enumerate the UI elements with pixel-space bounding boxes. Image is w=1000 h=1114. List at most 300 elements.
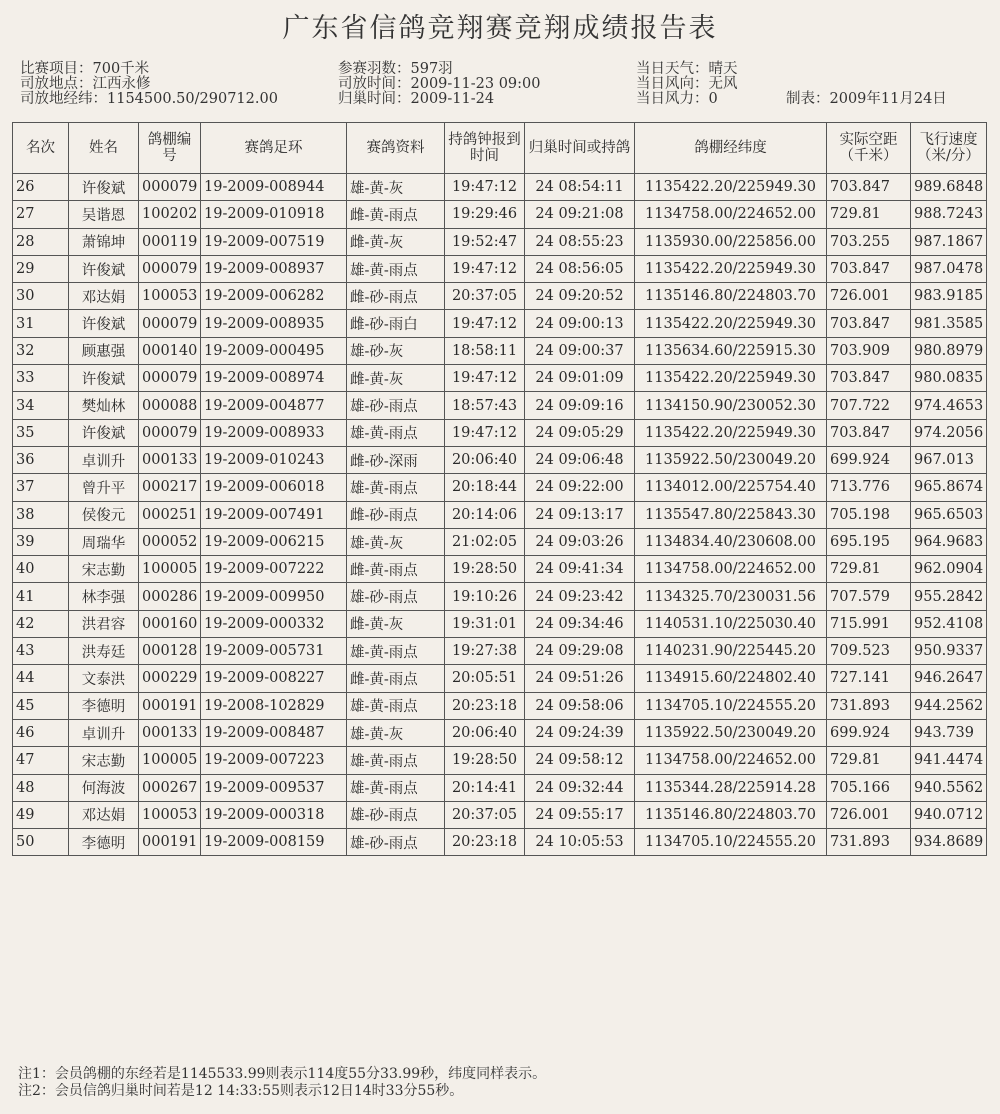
cell-clock-time: 19:27:38 (445, 638, 525, 665)
cell-rank: 32 (13, 337, 69, 364)
cell-arrival-time: 24 09:20:52 (525, 283, 635, 310)
cell-loft-id: 100005 (139, 556, 201, 583)
cell-ring: 19-2009-007491 (201, 501, 347, 528)
footnote-2: 注2：会员信鸽归巢时间若是12 14:33:55则表示12日14时33分55秒。 (18, 1083, 464, 1099)
table-row (13, 774, 987, 801)
cell-ring: 19-2009-008933 (201, 419, 347, 446)
cell-arrival-time: 24 09:58:12 (525, 747, 635, 774)
cell-loft-id: 000133 (139, 719, 201, 746)
cell-loft-id: 000191 (139, 829, 201, 856)
cell-loft-id: 000191 (139, 692, 201, 719)
cell-bird-info: 雌-黄-雨点 (347, 665, 445, 692)
cell-rank: 48 (13, 774, 69, 801)
cell-name: 侯俊元 (69, 501, 139, 528)
cell-name: 何海波 (69, 774, 139, 801)
cell-clock-time: 21:02:05 (445, 528, 525, 555)
cell-speed: 950.9337 (911, 638, 987, 665)
cell-rank: 46 (13, 719, 69, 746)
cell-rank: 27 (13, 201, 69, 228)
cell-name: 曾升平 (69, 474, 139, 501)
cell-name: 李德明 (69, 829, 139, 856)
cell-loft-coordinates: 1140531.10/225030.40 (635, 610, 827, 637)
cell-name: 宋志勤 (69, 556, 139, 583)
cell-ring: 19-2009-008935 (201, 310, 347, 337)
cell-loft-coordinates: 1134758.00/224652.00 (635, 747, 827, 774)
cell-loft-id: 000079 (139, 255, 201, 282)
cell-arrival-time: 24 09:29:08 (525, 638, 635, 665)
cell-name: 林李强 (69, 583, 139, 610)
cell-rank: 34 (13, 392, 69, 419)
cell-loft-coordinates: 1135422.20/225949.30 (635, 365, 827, 392)
cell-rank: 35 (13, 419, 69, 446)
cell-loft-coordinates: 1135344.28/225914.28 (635, 774, 827, 801)
cell-speed: 964.9683 (911, 528, 987, 555)
cell-distance: 703.847 (827, 310, 911, 337)
table-row (13, 829, 987, 856)
cell-name: 邓达娟 (69, 801, 139, 828)
cell-loft-id: 000079 (139, 174, 201, 201)
cell-loft-id: 000229 (139, 665, 201, 692)
cell-rank: 31 (13, 310, 69, 337)
meta-column-2 (338, 62, 541, 107)
cell-name: 洪寿廷 (69, 638, 139, 665)
cell-speed: 944.2562 (911, 692, 987, 719)
cell-loft-id: 000217 (139, 474, 201, 501)
cell-name: 樊灿林 (69, 392, 139, 419)
cell-distance: 699.924 (827, 446, 911, 473)
cell-speed: 983.9185 (911, 283, 987, 310)
cell-speed: 940.0712 (911, 801, 987, 828)
cell-name: 顾惠强 (69, 337, 139, 364)
cell-arrival-time: 24 09:01:09 (525, 365, 635, 392)
cell-distance: 713.776 (827, 474, 911, 501)
cell-clock-time: 19:31:01 (445, 610, 525, 637)
header-ring: 赛鸽足环 (201, 123, 347, 174)
cell-rank: 40 (13, 556, 69, 583)
header-loft-id: 鸽棚编号 (139, 123, 201, 174)
cell-arrival-time: 24 09:55:17 (525, 801, 635, 828)
cell-distance: 729.81 (827, 556, 911, 583)
cell-distance: 729.81 (827, 201, 911, 228)
cell-arrival-time: 24 08:54:11 (525, 174, 635, 201)
cell-arrival-time: 24 08:56:05 (525, 255, 635, 282)
cell-rank: 42 (13, 610, 69, 637)
cell-loft-coordinates: 1135922.50/230049.20 (635, 719, 827, 746)
cell-ring: 19-2009-007223 (201, 747, 347, 774)
cell-name: 卓训升 (69, 719, 139, 746)
cell-bird-info: 雌-砂-深雨 (347, 446, 445, 473)
cell-clock-time: 20:23:18 (445, 829, 525, 856)
cell-loft-id: 000079 (139, 419, 201, 446)
cell-loft-id: 100202 (139, 201, 201, 228)
cell-arrival-time: 24 09:05:29 (525, 419, 635, 446)
cell-ring: 19-2009-008937 (201, 255, 347, 282)
table-row (13, 719, 987, 746)
cell-distance: 695.195 (827, 528, 911, 555)
cell-bird-info: 雌-黄-灰 (347, 365, 445, 392)
cell-loft-coordinates: 1135547.80/225843.30 (635, 501, 827, 528)
cell-speed: 941.4474 (911, 747, 987, 774)
cell-loft-id: 000119 (139, 228, 201, 255)
cell-speed: 955.2842 (911, 583, 987, 610)
cell-name: 许俊斌 (69, 255, 139, 282)
cell-loft-id: 100053 (139, 801, 201, 828)
cell-rank: 43 (13, 638, 69, 665)
cell-arrival-time: 24 09:51:26 (525, 665, 635, 692)
cell-name: 文泰洪 (69, 665, 139, 692)
cell-bird-info: 雄-砂-雨点 (347, 829, 445, 856)
header-clock-time: 持鸽钟报到时间 (445, 123, 525, 174)
cell-clock-time: 19:47:12 (445, 255, 525, 282)
cell-rank: 30 (13, 283, 69, 310)
table-row (13, 255, 987, 282)
cell-speed: 943.739 (911, 719, 987, 746)
cell-ring: 19-2009-006018 (201, 474, 347, 501)
cell-name: 许俊斌 (69, 365, 139, 392)
cell-distance: 729.81 (827, 747, 911, 774)
cell-name: 卓训升 (69, 446, 139, 473)
cell-bird-info: 雄-砂-雨点 (347, 583, 445, 610)
cell-speed: 980.8979 (911, 337, 987, 364)
table-row (13, 310, 987, 337)
table-body (13, 174, 987, 856)
cell-speed: 967.013 (911, 446, 987, 473)
table-row (13, 419, 987, 446)
table-row (13, 665, 987, 692)
cell-loft-id: 000140 (139, 337, 201, 364)
cell-speed: 981.3585 (911, 310, 987, 337)
cell-distance: 703.255 (827, 228, 911, 255)
meta-wind-direction: 当日风向：无风 (636, 76, 738, 92)
cell-arrival-time: 24 09:03:26 (525, 528, 635, 555)
cell-bird-info: 雄-砂-雨点 (347, 801, 445, 828)
cell-clock-time: 19:29:46 (445, 201, 525, 228)
cell-bird-info: 雌-砂-雨白 (347, 310, 445, 337)
cell-speed: 987.1867 (911, 228, 987, 255)
cell-loft-id: 000251 (139, 501, 201, 528)
meta-made-date: 制表：2009年11月24日 (786, 91, 947, 107)
cell-clock-time: 20:37:05 (445, 283, 525, 310)
cell-arrival-time: 24 09:23:42 (525, 583, 635, 610)
footnote-1: 注1：会员鸽棚的东经若是1145533.99则表示114度55分33.99秒，纬度同样表示。 (18, 1066, 547, 1082)
table-row (13, 747, 987, 774)
cell-clock-time: 19:47:12 (445, 174, 525, 201)
cell-rank: 45 (13, 692, 69, 719)
cell-ring: 19-2009-006215 (201, 528, 347, 555)
cell-loft-coordinates: 1134705.10/224555.20 (635, 829, 827, 856)
cell-speed: 974.2056 (911, 419, 987, 446)
cell-ring: 19-2009-000332 (201, 610, 347, 637)
cell-bird-info: 雌-黄-雨点 (347, 556, 445, 583)
cell-arrival-time: 24 09:24:39 (525, 719, 635, 746)
cell-name: 许俊斌 (69, 174, 139, 201)
cell-distance: 715.991 (827, 610, 911, 637)
cell-arrival-time: 24 09:13:17 (525, 501, 635, 528)
header-distance: 实际空距（千米） (827, 123, 911, 174)
cell-ring: 19-2009-008227 (201, 665, 347, 692)
cell-speed: 962.0904 (911, 556, 987, 583)
cell-arrival-time: 24 09:06:48 (525, 446, 635, 473)
cell-rank: 50 (13, 829, 69, 856)
cell-clock-time: 19:10:26 (445, 583, 525, 610)
cell-name: 周瑞华 (69, 528, 139, 555)
cell-distance: 726.001 (827, 283, 911, 310)
cell-name: 萧锦坤 (69, 228, 139, 255)
cell-bird-info: 雄-黄-雨点 (347, 774, 445, 801)
meta-entry-count: 参赛羽数：597羽 (338, 61, 453, 77)
cell-name: 李德明 (69, 692, 139, 719)
cell-loft-coordinates: 1134012.00/225754.40 (635, 474, 827, 501)
cell-distance: 707.722 (827, 392, 911, 419)
meta-release-location: 司放地点：江西永修 (20, 76, 151, 92)
cell-ring: 19-2009-009950 (201, 583, 347, 610)
cell-ring: 19-2009-005731 (201, 638, 347, 665)
cell-arrival-time: 24 09:00:37 (525, 337, 635, 364)
cell-loft-coordinates: 1140231.90/225445.20 (635, 638, 827, 665)
cell-speed: 940.5562 (911, 774, 987, 801)
cell-clock-time: 20:06:40 (445, 719, 525, 746)
cell-distance: 703.847 (827, 365, 911, 392)
cell-rank: 41 (13, 583, 69, 610)
cell-arrival-time: 24 10:05:53 (525, 829, 635, 856)
cell-ring: 19-2009-009537 (201, 774, 347, 801)
cell-arrival-time: 24 09:21:08 (525, 201, 635, 228)
cell-bird-info: 雌-黄-雨点 (347, 201, 445, 228)
cell-rank: 47 (13, 747, 69, 774)
cell-bird-info: 雄-黄-灰 (347, 174, 445, 201)
results-table (12, 122, 987, 856)
cell-distance: 731.893 (827, 692, 911, 719)
header-speed: 飞行速度（米/分） (911, 123, 987, 174)
cell-ring: 19-2009-008944 (201, 174, 347, 201)
cell-name: 洪君容 (69, 610, 139, 637)
cell-arrival-time: 24 08:55:23 (525, 228, 635, 255)
cell-clock-time: 20:23:18 (445, 692, 525, 719)
meta-race-distance: 比赛项目：700千米 (20, 61, 150, 77)
cell-bird-info: 雄-黄-雨点 (347, 419, 445, 446)
cell-name: 吴谐恩 (69, 201, 139, 228)
cell-bird-info: 雌-砂-雨点 (347, 501, 445, 528)
cell-clock-time: 19:47:12 (445, 310, 525, 337)
meta-wind-force: 当日风力：0 (636, 91, 718, 107)
cell-name: 宋志勤 (69, 747, 139, 774)
cell-loft-id: 000267 (139, 774, 201, 801)
table-row (13, 692, 987, 719)
cell-ring: 19-2009-000318 (201, 801, 347, 828)
cell-loft-id: 100005 (139, 747, 201, 774)
cell-distance: 727.141 (827, 665, 911, 692)
header-rank: 名次 (13, 123, 69, 174)
cell-distance: 707.579 (827, 583, 911, 610)
cell-loft-coordinates: 1135422.20/225949.30 (635, 419, 827, 446)
cell-bird-info: 雄-黄-雨点 (347, 692, 445, 719)
cell-distance: 726.001 (827, 801, 911, 828)
table-row (13, 638, 987, 665)
cell-speed: 965.8674 (911, 474, 987, 501)
cell-distance: 705.166 (827, 774, 911, 801)
cell-speed: 952.4108 (911, 610, 987, 637)
cell-speed: 946.2647 (911, 665, 987, 692)
footnotes (18, 1066, 546, 1100)
cell-name: 邓达娟 (69, 283, 139, 310)
cell-ring: 19-2009-004877 (201, 392, 347, 419)
cell-ring: 19-2009-000495 (201, 337, 347, 364)
cell-speed: 988.7243 (911, 201, 987, 228)
cell-loft-coordinates: 1135422.20/225949.30 (635, 174, 827, 201)
cell-distance: 703.847 (827, 174, 911, 201)
meta-column-1 (20, 62, 278, 107)
cell-loft-coordinates: 1135922.50/230049.20 (635, 446, 827, 473)
meta-release-coordinates: 司放地经纬：1154500.50/290712.00 (20, 91, 278, 107)
cell-loft-coordinates: 1134758.00/224652.00 (635, 201, 827, 228)
cell-clock-time: 19:47:12 (445, 419, 525, 446)
header-name: 姓名 (69, 123, 139, 174)
cell-loft-id: 000052 (139, 528, 201, 555)
cell-bird-info: 雄-砂-雨点 (347, 392, 445, 419)
table-row (13, 528, 987, 555)
cell-bird-info: 雌-黄-灰 (347, 228, 445, 255)
cell-loft-id: 000133 (139, 446, 201, 473)
cell-loft-coordinates: 1135146.80/224803.70 (635, 801, 827, 828)
cell-arrival-time: 24 09:58:06 (525, 692, 635, 719)
cell-speed: 965.6503 (911, 501, 987, 528)
meta-column-3 (636, 62, 738, 107)
cell-speed: 980.0835 (911, 365, 987, 392)
header-loft-coordinates: 鸽棚经纬度 (635, 123, 827, 174)
cell-clock-time: 20:14:41 (445, 774, 525, 801)
cell-clock-time: 19:28:50 (445, 556, 525, 583)
cell-bird-info: 雄-黄-灰 (347, 719, 445, 746)
cell-clock-time: 20:14:06 (445, 501, 525, 528)
cell-ring: 19-2009-007222 (201, 556, 347, 583)
report-title: 广东省信鸽竞翔赛竞翔成绩报告表 (282, 13, 718, 44)
cell-loft-coordinates: 1134150.90/230052.30 (635, 392, 827, 419)
cell-loft-coordinates: 1134705.10/224555.20 (635, 692, 827, 719)
cell-distance: 709.523 (827, 638, 911, 665)
cell-clock-time: 20:06:40 (445, 446, 525, 473)
cell-loft-id: 000160 (139, 610, 201, 637)
cell-clock-time: 19:52:47 (445, 228, 525, 255)
cell-distance: 731.893 (827, 829, 911, 856)
cell-bird-info: 雄-黄-雨点 (347, 638, 445, 665)
cell-arrival-time: 24 09:22:00 (525, 474, 635, 501)
cell-distance: 703.847 (827, 255, 911, 282)
cell-ring: 19-2008-102829 (201, 692, 347, 719)
cell-loft-id: 000128 (139, 638, 201, 665)
cell-rank: 37 (13, 474, 69, 501)
cell-loft-id: 000079 (139, 310, 201, 337)
cell-clock-time: 18:58:11 (445, 337, 525, 364)
cell-arrival-time: 24 09:00:13 (525, 310, 635, 337)
table-row (13, 337, 987, 364)
cell-loft-coordinates: 1135422.20/225949.30 (635, 310, 827, 337)
cell-clock-time: 19:47:12 (445, 365, 525, 392)
cell-distance: 699.924 (827, 719, 911, 746)
cell-arrival-time: 24 09:34:46 (525, 610, 635, 637)
cell-bird-info: 雄-黄-雨点 (347, 255, 445, 282)
cell-rank: 28 (13, 228, 69, 255)
cell-loft-coordinates: 1135930.00/225856.00 (635, 228, 827, 255)
cell-clock-time: 18:57:43 (445, 392, 525, 419)
cell-name: 许俊斌 (69, 310, 139, 337)
cell-arrival-time: 24 09:32:44 (525, 774, 635, 801)
cell-rank: 38 (13, 501, 69, 528)
cell-bird-info: 雌-黄-灰 (347, 610, 445, 637)
cell-rank: 33 (13, 365, 69, 392)
header-bird-info: 赛鸽资料 (347, 123, 445, 174)
table-row (13, 201, 987, 228)
cell-clock-time: 20:37:05 (445, 801, 525, 828)
table-row (13, 365, 987, 392)
cell-loft-coordinates: 1134758.00/224652.00 (635, 556, 827, 583)
cell-bird-info: 雌-砂-雨点 (347, 283, 445, 310)
cell-rank: 26 (13, 174, 69, 201)
cell-loft-coordinates: 1135634.60/225915.30 (635, 337, 827, 364)
header-arrival-time: 归巢时间或持鸽 (525, 123, 635, 174)
table-row (13, 501, 987, 528)
meta-return-date: 归巢时间：2009-11-24 (338, 91, 495, 107)
table-row (13, 610, 987, 637)
table-row (13, 556, 987, 583)
cell-name: 许俊斌 (69, 419, 139, 446)
cell-loft-coordinates: 1134325.70/230031.56 (635, 583, 827, 610)
table-header-row (13, 123, 987, 174)
cell-ring: 19-2009-006282 (201, 283, 347, 310)
cell-ring: 19-2009-007519 (201, 228, 347, 255)
table-row (13, 174, 987, 201)
table-row (13, 801, 987, 828)
cell-rank: 44 (13, 665, 69, 692)
cell-loft-coordinates: 1135146.80/224803.70 (635, 283, 827, 310)
cell-rank: 39 (13, 528, 69, 555)
cell-speed: 934.8689 (911, 829, 987, 856)
table-row (13, 283, 987, 310)
cell-loft-coordinates: 1135422.20/225949.30 (635, 255, 827, 282)
cell-loft-id: 100053 (139, 283, 201, 310)
cell-clock-time: 20:05:51 (445, 665, 525, 692)
cell-speed: 974.4653 (911, 392, 987, 419)
cell-clock-time: 20:18:44 (445, 474, 525, 501)
cell-arrival-time: 24 09:09:16 (525, 392, 635, 419)
cell-distance: 703.909 (827, 337, 911, 364)
cell-loft-id: 000286 (139, 583, 201, 610)
meta-release-time: 司放时间：2009-11-23 09:00 (338, 76, 541, 92)
cell-rank: 49 (13, 801, 69, 828)
cell-ring: 19-2009-008974 (201, 365, 347, 392)
cell-loft-id: 000088 (139, 392, 201, 419)
table-row (13, 392, 987, 419)
cell-distance: 705.198 (827, 501, 911, 528)
cell-rank: 36 (13, 446, 69, 473)
cell-distance: 703.847 (827, 419, 911, 446)
cell-bird-info: 雄-砂-灰 (347, 337, 445, 364)
cell-loft-id: 000079 (139, 365, 201, 392)
table-row (13, 583, 987, 610)
cell-bird-info: 雄-黄-灰 (347, 528, 445, 555)
cell-ring: 19-2009-008487 (201, 719, 347, 746)
cell-speed: 987.0478 (911, 255, 987, 282)
cell-speed: 989.6848 (911, 174, 987, 201)
cell-ring: 19-2009-010243 (201, 446, 347, 473)
cell-bird-info: 雄-黄-雨点 (347, 747, 445, 774)
cell-loft-coordinates: 1134834.40/230608.00 (635, 528, 827, 555)
cell-clock-time: 19:28:50 (445, 747, 525, 774)
meta-weather: 当日天气：晴天 (636, 61, 738, 77)
cell-ring: 19-2009-008159 (201, 829, 347, 856)
cell-ring: 19-2009-010918 (201, 201, 347, 228)
table-row (13, 228, 987, 255)
cell-loft-coordinates: 1134915.60/224802.40 (635, 665, 827, 692)
